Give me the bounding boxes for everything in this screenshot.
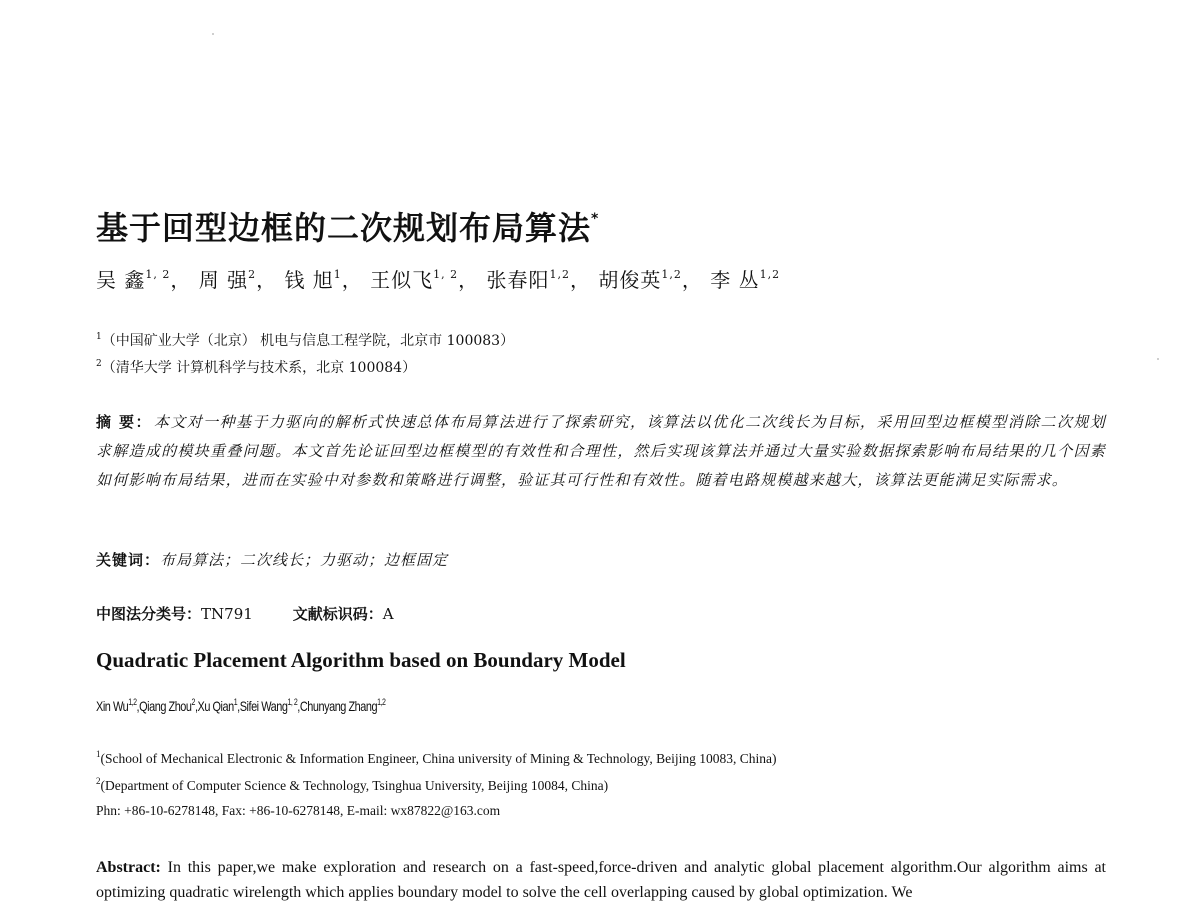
author-item: Qiang Zhou$^2$,	[139, 697, 198, 714]
chinese-abstract-label: 摘 要：	[96, 413, 152, 431]
author-item: 钱 旭$^1$，	[284, 268, 363, 292]
author-item: 周 强$^2$，	[198, 268, 278, 292]
author-item: Chunyang Zhang$^{1,2}$	[299, 697, 386, 714]
contact-line: Phn: +86-10-6278148, Fax: +86-10-6278148, E-mail: wx87822@163.com	[96, 803, 501, 818]
chinese-affiliation-2: $^2$（清华大学 计算机科学与技术系，北京 100084）	[96, 359, 417, 376]
english-abstract-label: Abstract:	[96, 859, 161, 876]
scan-speck	[1157, 358, 1159, 360]
chinese-affiliation-1: $^1$（中国矿业大学（北京） 机电与信息工程学院，北京市 100083）	[96, 332, 515, 349]
chinese-keywords: 关键词：布局算法；二次线长；力驱动；边框固定	[96, 551, 449, 569]
author-item: 张春阳$^{1,2}$，	[486, 268, 592, 292]
english-affiliation-1: $^1$(School of Mechanical Electronic & Information Engineer, China university of Mining & Technology, Beijing 10083, China)	[96, 749, 777, 766]
scan-speck	[212, 33, 214, 35]
english-title: Quadratic Placement Algorithm based on Boundary Model	[96, 648, 626, 672]
author-item: 李 丛$^{1,2}$	[710, 268, 781, 292]
author-item: Sifei Wang$^{1, 2}$,	[239, 697, 300, 714]
english-affiliation-2: $^2$(Department of Computer Science & Technology, Tsinghua University, Beijing 10084, China)	[96, 776, 609, 793]
author-item: 王似飞$^{1, 2}$，	[370, 268, 480, 292]
chinese-abstract: 摘 要： 本文对一种基于力驱向的解析式快速总体布局算法进行了探索研究，该算法以优化二次线长为目标，采用回型边框模型消除二次规划求解造成的模块重叠问题。本文首先论证回型边框模型的有效性和合理性，然后实现该算法并通过大量实验数据探索影响布局结果的几个因素如何影响布局结果，进而在实验中对参数和策略进行调整，验证其可行性和有效性。随着电路规模越来越大，该算法更能满足实际需求。	[96, 413, 1106, 489]
english-abstract: Abstract: In this paper,we make exploration and research on a fast-speed,force-driven and analytic global placement algorithm.Our algorithm aims at optimizing quadratic wirelength which applies boundary model to solve the cell overlapping caused by global optimization. We	[96, 859, 1107, 901]
chinese-author-list	[96, 264, 780, 293]
author-item: Xu Qian$^1$,	[197, 697, 240, 714]
english-author-list	[96, 697, 385, 714]
author-item: Xin Wu$^{1,2}$,	[96, 697, 140, 714]
author-item: 吴 鑫$^{1, 2}$，	[96, 268, 192, 292]
author-item: 胡俊英$^{1,2}$，	[598, 268, 703, 292]
chinese-title: 基于回型边框的二次规划布局算法*	[96, 209, 600, 247]
title-footnote-mark: *	[591, 211, 600, 227]
classification-line: 中图法分类号：TN791 文献标识码：A	[96, 605, 394, 623]
